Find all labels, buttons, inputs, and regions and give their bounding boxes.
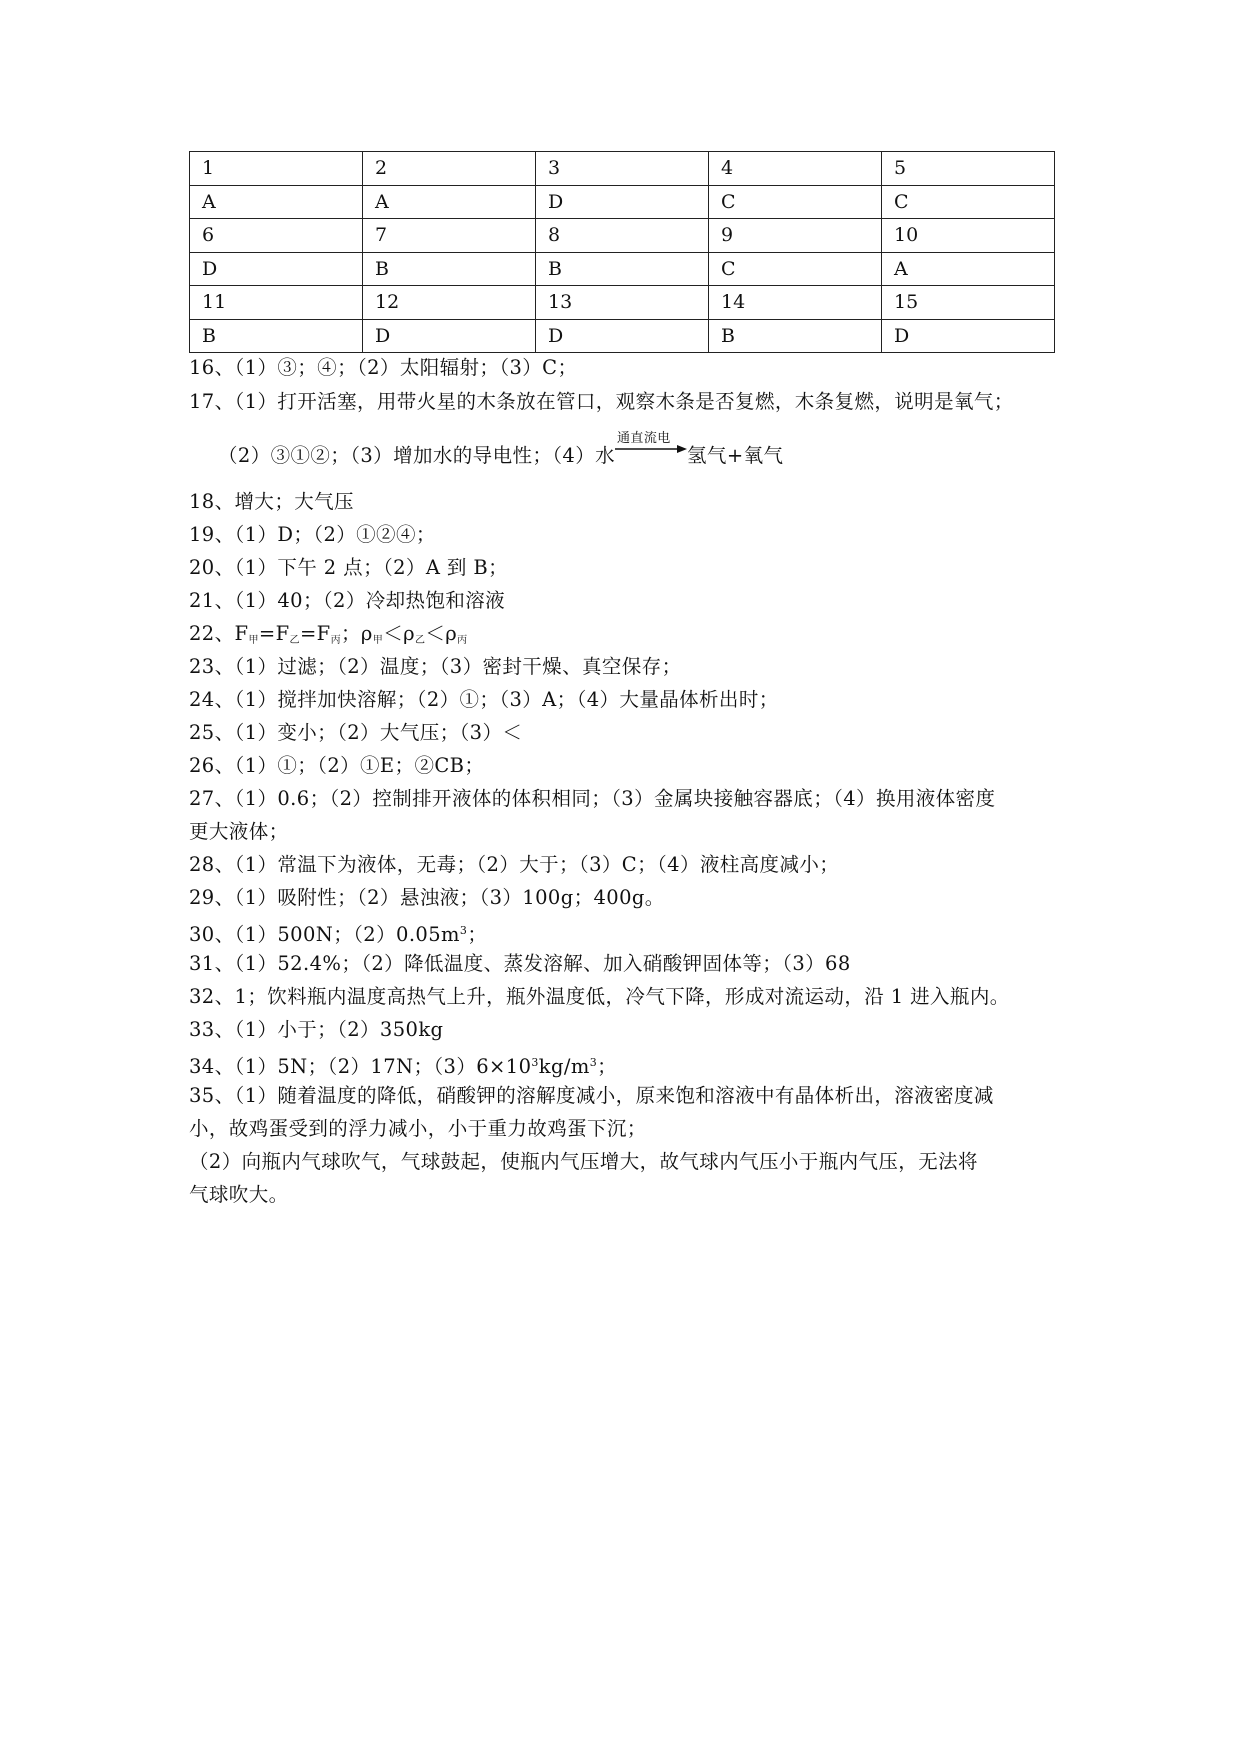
answer-27-part2: 更大液体； xyxy=(189,820,289,843)
superscript-unit: 3 xyxy=(589,1056,598,1069)
reaction-condition: 通直流电 xyxy=(617,431,671,446)
answer-16: 16、（1）③；④；（2）太阳辐射；（3）C； xyxy=(189,356,578,379)
answer-30-text: 30、（1）500N；（2）0.05m xyxy=(189,923,460,946)
table-cell: 11 xyxy=(190,286,363,320)
answer-34 xyxy=(189,1048,617,1082)
superscript-exp: 3 xyxy=(531,1056,539,1069)
table-cell: 4 xyxy=(709,152,882,186)
answer-22-text-c: =F xyxy=(299,622,331,645)
answer-18: 18、增大；大气压 xyxy=(189,490,354,513)
table-cell: B xyxy=(709,319,882,353)
table-cell: 2 xyxy=(363,152,536,186)
table-cell: D xyxy=(363,319,536,353)
answer-29: 29、（1）吸附性；（2）悬浊液；（3）100g；400g。 xyxy=(189,886,665,909)
answer-33: 33、（1）小于；（2）350kg xyxy=(189,1018,444,1041)
table-cell: D xyxy=(190,252,363,286)
table-row-question-numbers xyxy=(190,219,1055,253)
subscript-bing-2: 丙 xyxy=(457,635,468,646)
table-cell: C xyxy=(882,185,1055,219)
table-cell: B xyxy=(190,319,363,353)
answer-30-end: ； xyxy=(467,923,488,946)
answer-17-prefix: （2）③①②；（3）增加水的导电性；（4）水 xyxy=(218,444,616,467)
answer-17-products: 氢气+氧气 xyxy=(687,444,784,467)
table-cell: 7 xyxy=(363,219,536,253)
table-cell: 5 xyxy=(882,152,1055,186)
subscript-jia-2: 甲 xyxy=(372,635,384,646)
table-cell: 1 xyxy=(190,152,363,186)
table-cell: C xyxy=(709,252,882,286)
reaction-arrow xyxy=(615,431,687,462)
table-cell: 10 xyxy=(882,219,1055,253)
table-cell: 14 xyxy=(709,286,882,320)
answer-22 xyxy=(189,619,468,656)
table-cell: C xyxy=(709,185,882,219)
answer-22-text-a: 22、F xyxy=(189,622,249,645)
subscript-yi-2: 乙 xyxy=(414,635,426,646)
subscript-jia: 甲 xyxy=(248,635,259,646)
answer-17-part2 xyxy=(218,431,784,471)
answer-35-line1: 35、（1）随着温度的降低，硝酸钾的溶解度减小，原来饱和溶液中有晶体析出，溶液密度减 xyxy=(189,1084,994,1107)
table-cell: A xyxy=(363,185,536,219)
answer-30 xyxy=(189,916,487,950)
answer-19: 19、（1）D；（2）①②④； xyxy=(189,523,436,546)
answer-34-text: 34、（1）5N；（2）17N；（3）6×10 xyxy=(189,1055,532,1078)
table-row-answers xyxy=(190,252,1055,286)
answer-35-line2: 小，故鸡蛋受到的浮力减小，小于重力故鸡蛋下沉； xyxy=(189,1117,647,1140)
answer-22-text-e: ＜ρ xyxy=(383,622,415,645)
table-cell: 9 xyxy=(709,219,882,253)
table-cell: 13 xyxy=(536,286,709,320)
subscript-yi: 乙 xyxy=(289,635,300,646)
answer-28: 28、（1）常温下为液体，无毒；（2）大于；（3）C；（4）液柱高度减小； xyxy=(189,853,840,876)
table-cell: D xyxy=(536,185,709,219)
multiple-choice-answer-table xyxy=(189,151,1055,353)
answer-22-text-b: =F xyxy=(258,622,290,645)
table-row-question-numbers xyxy=(190,152,1055,186)
table-row-answers xyxy=(190,185,1055,219)
table-cell: B xyxy=(363,252,536,286)
answer-22-text-d: ；ρ xyxy=(341,622,373,645)
table-cell: 3 xyxy=(536,152,709,186)
answer-17-part1: 17、（1）打开活塞，用带火星的木条放在管口，观察木条是否复燃，木条复燃，说明是氧气； xyxy=(189,390,1014,413)
answer-23: 23、（1）过滤；（2）温度；（3）密封干燥、真空保存； xyxy=(189,655,682,678)
table-cell: B xyxy=(536,252,709,286)
table-row-answers xyxy=(190,319,1055,353)
answer-35-line4: 气球吹大。 xyxy=(189,1183,289,1206)
answer-34-unit: kg/m xyxy=(538,1055,590,1078)
table-cell: D xyxy=(882,319,1055,353)
answer-27-part1: 27、（1）0.6；（2）控制排开液体的体积相同；（3）金属块接触容器底；（4）换用液体密度 xyxy=(189,787,996,810)
arrow-icon xyxy=(615,444,687,454)
answer-26: 26、（1）①；（2）①E；②CB； xyxy=(189,754,485,777)
table-cell: 12 xyxy=(363,286,536,320)
table-cell: 8 xyxy=(536,219,709,253)
table-cell: 15 xyxy=(882,286,1055,320)
answer-32: 32、1；饮料瓶内温度高热气上升，瓶外温度低，冷气下降，形成对流运动，沿 1 进入瓶内。 xyxy=(189,985,1010,1008)
subscript-bing: 丙 xyxy=(330,635,342,646)
answer-24: 24、（1）搅拌加快溶解；（2）①；（3）A；（4）大量晶体析出时； xyxy=(189,688,779,711)
answer-35-line3: （2）向瓶内气球吹气，气球鼓起，使瓶内气压增大，故气球内气压小于瓶内气压，无法将 xyxy=(189,1150,978,1173)
table-row-question-numbers xyxy=(190,286,1055,320)
answer-22-text-f: ＜ρ xyxy=(425,622,458,645)
answer-21: 21、（1）40；（2）冷却热饱和溶液 xyxy=(189,589,506,612)
answer-25: 25、（1）变小；（2）大气压；（3）＜ xyxy=(189,721,523,744)
table-cell: A xyxy=(190,185,363,219)
answer-31: 31、（1）52.4%；（2）降低温度、蒸发溶解、加入硝酸钾固体等；（3）68 xyxy=(189,952,851,975)
answer-20: 20、（1）下午 2 点；（2）A 到 B； xyxy=(189,556,509,579)
answer-34-end: ； xyxy=(597,1055,618,1078)
table-cell: D xyxy=(536,319,709,353)
superscript-3: 3 xyxy=(459,924,468,937)
table-cell: A xyxy=(882,252,1055,286)
table-cell: 6 xyxy=(190,219,363,253)
